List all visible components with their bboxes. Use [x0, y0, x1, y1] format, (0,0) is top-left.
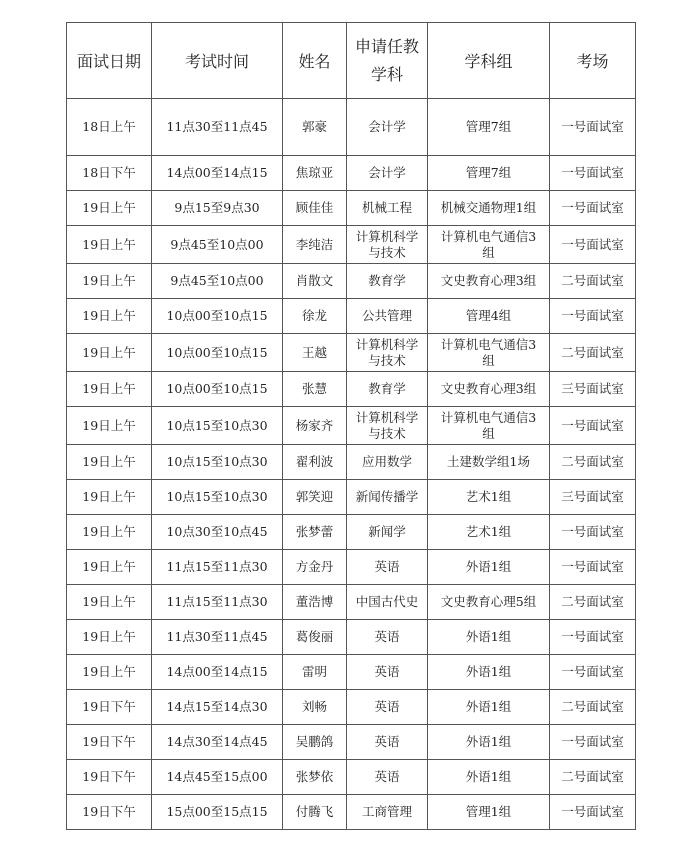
- cell-room: 一号面试室: [550, 655, 636, 690]
- cell-time: 9点45至10点00: [152, 264, 283, 299]
- cell-date: 19日上午: [67, 445, 152, 480]
- cell-time: 10点15至10点30: [152, 407, 283, 445]
- cell-room: 二号面试室: [550, 445, 636, 480]
- cell-name: 顾佳佳: [283, 191, 347, 226]
- cell-group: [428, 515, 550, 550]
- table-row: [67, 226, 636, 264]
- cell-date: 19日上午: [67, 299, 152, 334]
- table-row: [67, 99, 636, 156]
- cell-subject-line: 计算机科学: [355, 336, 419, 352]
- cell-date: 19日上午: [67, 407, 152, 445]
- cell-date: 19日上午: [67, 372, 152, 407]
- cell-time: 10点15至10点30: [152, 445, 283, 480]
- cell-name: 肖散文: [283, 264, 347, 299]
- cell-subject-line: 教育学: [368, 381, 406, 396]
- cell-group-line: 外语1组: [465, 629, 512, 644]
- cell-subject: [347, 299, 428, 334]
- header-date: 面试日期: [67, 23, 152, 99]
- cell-subject: [347, 585, 428, 620]
- cell-group-line: 机械交通物理1组: [440, 200, 537, 215]
- cell-room: 二号面试室: [550, 760, 636, 795]
- cell-subject-line: 与技术: [368, 425, 406, 441]
- cell-subject: [347, 334, 428, 372]
- cell-time: 11点15至11点30: [152, 550, 283, 585]
- cell-group: [428, 795, 550, 830]
- cell-date: 19日上午: [67, 334, 152, 372]
- cell-subject: [347, 795, 428, 830]
- cell-date: 19日上午: [67, 585, 152, 620]
- cell-name: 郭豪: [283, 99, 347, 156]
- cell-time: 10点00至10点15: [152, 299, 283, 334]
- cell-subject: [347, 372, 428, 407]
- cell-subject-line: 中国古代史: [355, 594, 419, 609]
- cell-group: [428, 334, 550, 372]
- cell-date: 19日上午: [67, 191, 152, 226]
- cell-group-line: 管理1组: [465, 804, 512, 819]
- cell-time: 14点00至14点15: [152, 655, 283, 690]
- cell-group-line: 组: [482, 425, 495, 441]
- cell-subject: [347, 156, 428, 191]
- cell-group-line: 外语1组: [465, 734, 512, 749]
- cell-group: [428, 407, 550, 445]
- cell-group-line: 计算机电气通信3: [440, 409, 537, 425]
- cell-room: 一号面试室: [550, 725, 636, 760]
- cell-room: 三号面试室: [550, 480, 636, 515]
- cell-group-line: 计算机电气通信3: [440, 336, 537, 352]
- cell-group: [428, 191, 550, 226]
- cell-group: [428, 585, 550, 620]
- cell-subject: [347, 264, 428, 299]
- cell-group: [428, 372, 550, 407]
- cell-group: [428, 156, 550, 191]
- cell-room: 一号面试室: [550, 226, 636, 264]
- table-row: [67, 795, 636, 830]
- cell-room: 一号面试室: [550, 620, 636, 655]
- cell-date: 18日上午: [67, 99, 152, 156]
- cell-subject: [347, 655, 428, 690]
- cell-date: 19日下午: [67, 725, 152, 760]
- cell-group-line: 外语1组: [465, 769, 512, 784]
- cell-date: 19日上午: [67, 515, 152, 550]
- cell-time: 14点45至15点00: [152, 760, 283, 795]
- cell-time: 14点00至14点15: [152, 156, 283, 191]
- cell-name: 焦琼亚: [283, 156, 347, 191]
- cell-group: [428, 725, 550, 760]
- cell-group-line: 文史教育心理5组: [440, 594, 537, 609]
- cell-room: 一号面试室: [550, 515, 636, 550]
- cell-name: 徐龙: [283, 299, 347, 334]
- table-row: [67, 372, 636, 407]
- cell-subject-line: 计算机科学: [355, 228, 419, 244]
- cell-date: 18日下午: [67, 156, 152, 191]
- cell-subject: [347, 226, 428, 264]
- cell-group-line: 文史教育心理3组: [440, 381, 537, 396]
- cell-group: [428, 620, 550, 655]
- cell-group: [428, 99, 550, 156]
- cell-subject-line: 教育学: [368, 273, 406, 288]
- header-room: 考场: [550, 23, 636, 99]
- cell-room: 一号面试室: [550, 550, 636, 585]
- cell-group: [428, 445, 550, 480]
- cell-group-line: 外语1组: [465, 559, 512, 574]
- cell-group-line: 艺术1组: [465, 489, 512, 504]
- cell-group-line: 组: [482, 352, 495, 368]
- cell-room: 二号面试室: [550, 264, 636, 299]
- cell-name: 付腾飞: [283, 795, 347, 830]
- cell-date: 19日上午: [67, 550, 152, 585]
- cell-group: [428, 299, 550, 334]
- cell-room: 二号面试室: [550, 585, 636, 620]
- header-row: [67, 23, 636, 99]
- cell-subject-line: 与技术: [368, 244, 406, 260]
- cell-room: 一号面试室: [550, 407, 636, 445]
- cell-time: 14点15至14点30: [152, 690, 283, 725]
- cell-subject-line: 会计学: [368, 119, 406, 134]
- cell-subject-line: 英语: [374, 769, 400, 784]
- cell-room: 二号面试室: [550, 690, 636, 725]
- table-row: [67, 515, 636, 550]
- cell-group: [428, 690, 550, 725]
- cell-group: [428, 480, 550, 515]
- cell-subject-line: 与技术: [368, 352, 406, 368]
- header-name: 姓名: [283, 23, 347, 99]
- cell-subject-line: 英语: [374, 699, 400, 714]
- cell-subject-line: 计算机科学: [355, 409, 419, 425]
- cell-group-line: 文史教育心理3组: [440, 273, 537, 288]
- cell-subject-line: 英语: [374, 629, 400, 644]
- cell-date: 19日上午: [67, 264, 152, 299]
- cell-group-line: 土建数学组1场: [447, 454, 530, 469]
- table-row: [67, 334, 636, 372]
- cell-group-line: 管理7组: [465, 165, 512, 180]
- cell-subject-line: 会计学: [368, 165, 406, 180]
- cell-name: 张慧: [283, 372, 347, 407]
- cell-group: [428, 655, 550, 690]
- cell-name: 刘畅: [283, 690, 347, 725]
- cell-time: 14点30至14点45: [152, 725, 283, 760]
- cell-group-line: 艺术1组: [465, 524, 512, 539]
- cell-subject: [347, 690, 428, 725]
- cell-date: 19日上午: [67, 655, 152, 690]
- cell-group-line: 管理7组: [465, 119, 512, 134]
- cell-subject: [347, 725, 428, 760]
- cell-subject-line: 新闻传播学: [355, 489, 419, 504]
- header-subject-line-1: 申请任教: [354, 36, 419, 56]
- table-row: [67, 480, 636, 515]
- cell-group-line: 组: [482, 244, 495, 260]
- cell-subject-line: 公共管理: [361, 308, 412, 323]
- cell-subject: [347, 550, 428, 585]
- cell-date: 19日下午: [67, 690, 152, 725]
- cell-room: 一号面试室: [550, 156, 636, 191]
- table-row: [67, 760, 636, 795]
- cell-name: 李纯洁: [283, 226, 347, 264]
- table-row: [67, 407, 636, 445]
- cell-name: 葛俊丽: [283, 620, 347, 655]
- cell-room: 一号面试室: [550, 99, 636, 156]
- cell-group-line: 外语1组: [465, 664, 512, 679]
- cell-subject: [347, 407, 428, 445]
- cell-subject: [347, 515, 428, 550]
- table-row: [67, 725, 636, 760]
- cell-subject-line: 英语: [374, 734, 400, 749]
- table-row: [67, 445, 636, 480]
- cell-group: [428, 550, 550, 585]
- cell-room: 一号面试室: [550, 299, 636, 334]
- cell-subject: [347, 445, 428, 480]
- cell-name: 杨家齐: [283, 407, 347, 445]
- cell-name: 王越: [283, 334, 347, 372]
- cell-subject: [347, 760, 428, 795]
- cell-date: 19日下午: [67, 795, 152, 830]
- cell-group: [428, 760, 550, 795]
- cell-subject-line: 机械工程: [361, 200, 412, 215]
- header-subject: [347, 23, 428, 99]
- cell-room: 一号面试室: [550, 191, 636, 226]
- cell-room: 二号面试室: [550, 334, 636, 372]
- cell-time: 11点30至11点45: [152, 99, 283, 156]
- interview-schedule-table: [66, 22, 636, 830]
- cell-time: 10点30至10点45: [152, 515, 283, 550]
- table-row: [67, 655, 636, 690]
- table-row: [67, 264, 636, 299]
- cell-name: 翟利波: [283, 445, 347, 480]
- cell-date: 19日上午: [67, 620, 152, 655]
- cell-time: 10点00至10点15: [152, 372, 283, 407]
- cell-group-line: 外语1组: [465, 699, 512, 714]
- cell-time: 10点00至10点15: [152, 334, 283, 372]
- table-row: [67, 690, 636, 725]
- table-row: [67, 299, 636, 334]
- cell-subject-line: 英语: [374, 559, 400, 574]
- header-time: 考试时间: [152, 23, 283, 99]
- cell-name: 张梦蕾: [283, 515, 347, 550]
- cell-name: 雷明: [283, 655, 347, 690]
- cell-group-line: 管理4组: [465, 308, 512, 323]
- cell-subject-line: 工商管理: [361, 804, 412, 819]
- cell-time: 11点30至11点45: [152, 620, 283, 655]
- cell-subject: [347, 99, 428, 156]
- cell-time: 11点15至11点30: [152, 585, 283, 620]
- table-row: [67, 585, 636, 620]
- cell-name: 张梦依: [283, 760, 347, 795]
- cell-group-line: 计算机电气通信3: [440, 228, 537, 244]
- cell-date: 19日下午: [67, 760, 152, 795]
- table-row: [67, 620, 636, 655]
- cell-date: 19日上午: [67, 480, 152, 515]
- cell-name: 吴鹏鸽: [283, 725, 347, 760]
- cell-room: 三号面试室: [550, 372, 636, 407]
- cell-subject-line: 新闻学: [368, 524, 406, 539]
- cell-subject-line: 英语: [374, 664, 400, 679]
- header-group: 学科组: [428, 23, 550, 99]
- cell-group: [428, 226, 550, 264]
- header-subject-line-2: 学科: [370, 64, 403, 84]
- cell-subject: [347, 620, 428, 655]
- cell-group: [428, 264, 550, 299]
- cell-subject: [347, 191, 428, 226]
- cell-time: 10点15至10点30: [152, 480, 283, 515]
- cell-subject: [347, 480, 428, 515]
- cell-name: 方金丹: [283, 550, 347, 585]
- table-row: [67, 156, 636, 191]
- cell-time: 9点45至10点00: [152, 226, 283, 264]
- table-row: [67, 191, 636, 226]
- cell-name: 郭笑迎: [283, 480, 347, 515]
- cell-room: 一号面试室: [550, 795, 636, 830]
- cell-name: 董浩博: [283, 585, 347, 620]
- cell-subject-line: 应用数学: [361, 454, 412, 469]
- table-row: [67, 550, 636, 585]
- cell-time: 9点15至9点30: [152, 191, 283, 226]
- cell-date: 19日上午: [67, 226, 152, 264]
- cell-time: 15点00至15点15: [152, 795, 283, 830]
